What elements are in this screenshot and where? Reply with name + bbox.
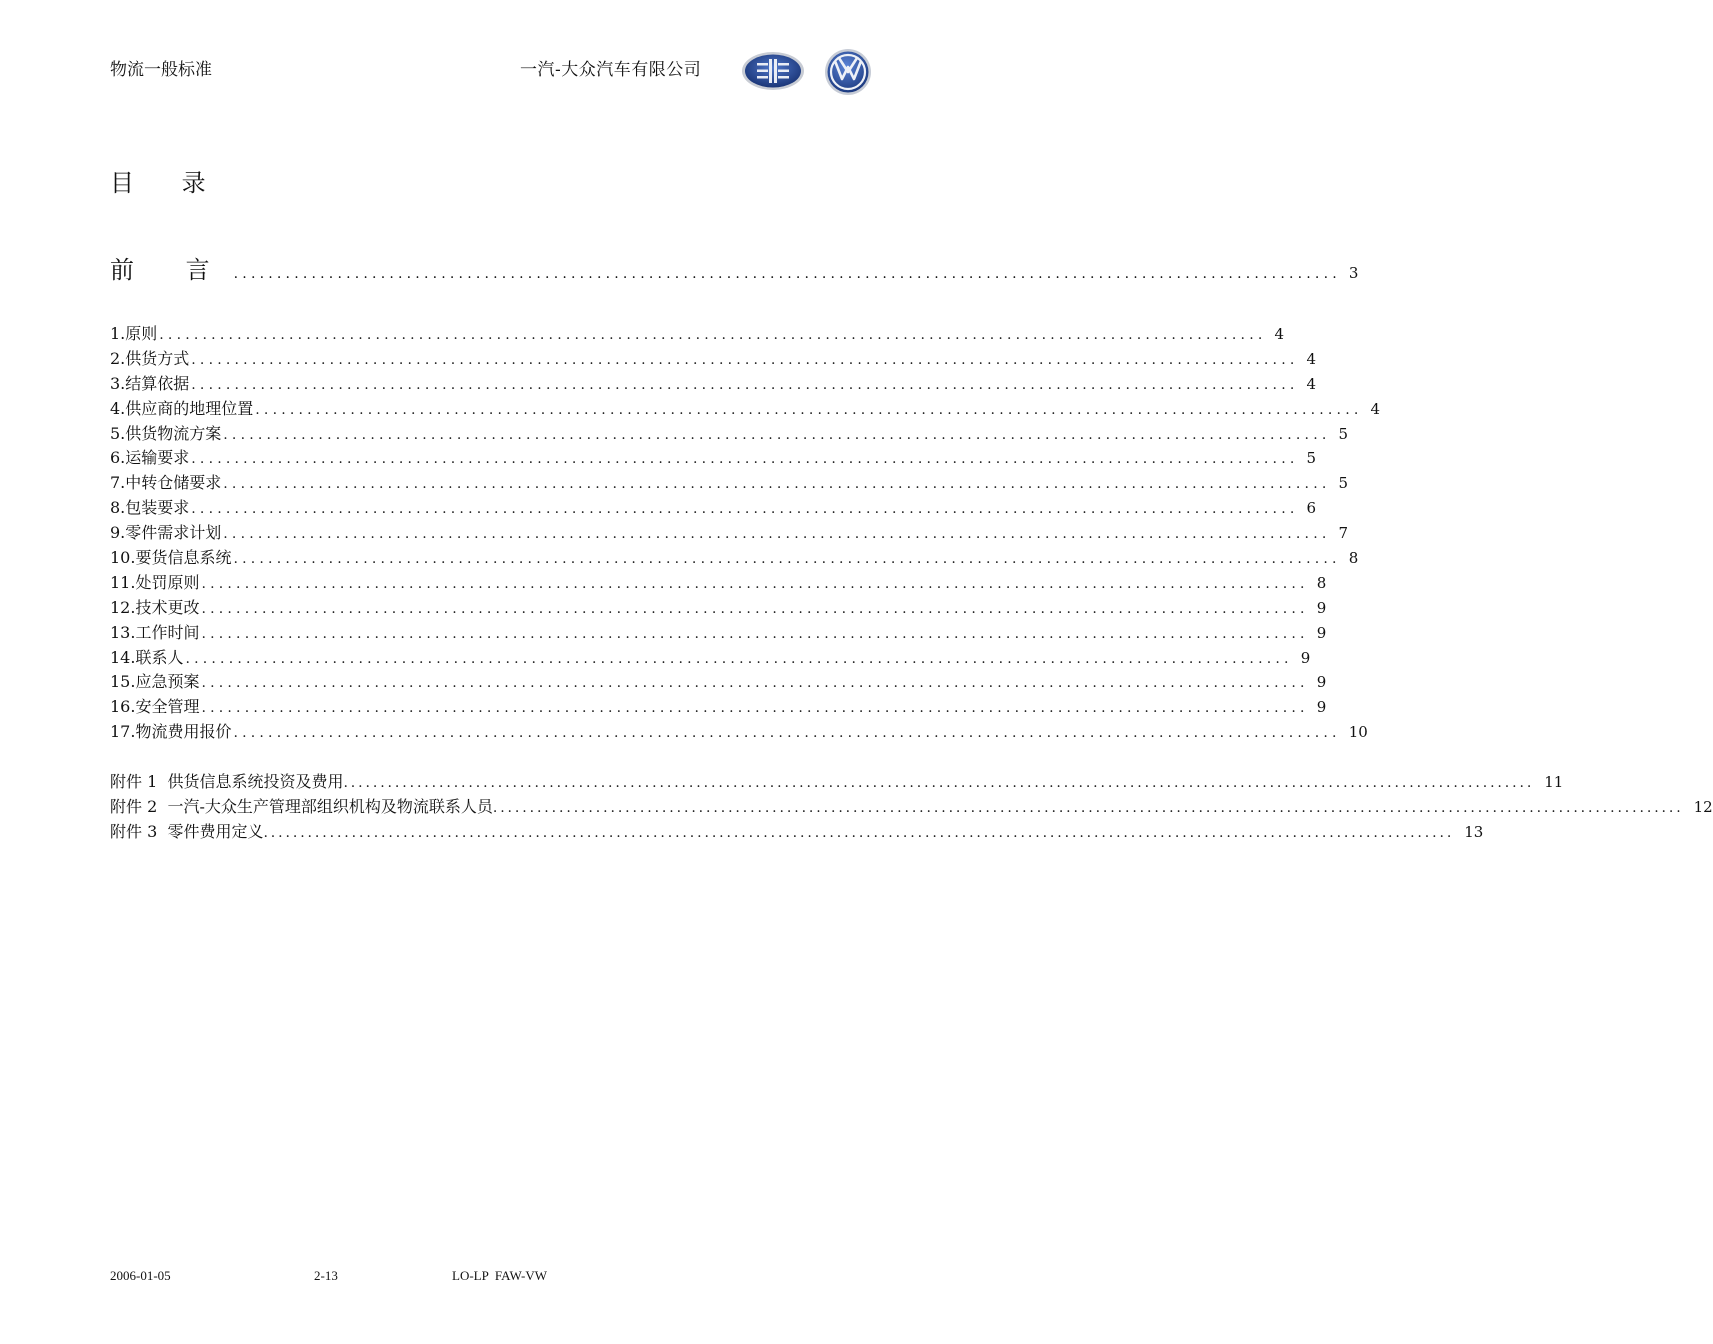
toc-item-label: 17.物流费用报价 xyxy=(110,722,232,742)
toc-item-page: 4 xyxy=(1370,399,1381,418)
appendix-label: 附件 1 供货信息系统投资及费用 xyxy=(110,772,344,791)
toc-list xyxy=(110,321,1381,744)
toc-item-page: 4 xyxy=(1274,325,1285,343)
footer-document-code: LO-LP FAW-VW xyxy=(452,1268,547,1283)
toc-leader-dots: ................................................................................................................................ xyxy=(223,426,1331,443)
toc-item[interactable] xyxy=(110,694,1327,719)
toc-leader-dots: ................................................................................................................................ xyxy=(191,451,1299,468)
appendix-page: 12 xyxy=(1693,797,1713,816)
toc-leader-dots: ................................................................................................................................ xyxy=(201,675,1309,692)
toc-item-page: 5 xyxy=(1306,449,1317,468)
toc-leader-dots: ................................................................................................................................ xyxy=(201,700,1309,717)
toc-preface-page: 3 xyxy=(1348,264,1359,282)
toc-item-page: 9 xyxy=(1316,673,1327,692)
toc-item-label: 13.工作时间 xyxy=(110,622,200,642)
company-name: 一汽-大众汽车有限公司 xyxy=(520,60,702,80)
toc-item[interactable] xyxy=(110,570,1327,595)
toc-item[interactable] xyxy=(110,719,1368,744)
toc-item-label: 2.供货方式 xyxy=(110,348,190,368)
toc-item-label: 14.联系人 xyxy=(110,647,184,667)
toc-item[interactable] xyxy=(110,495,1317,520)
toc-item-label: 12.技术更改 xyxy=(110,597,200,617)
toc-item[interactable] xyxy=(110,620,1327,645)
appendix-item[interactable] xyxy=(110,794,1713,819)
toc-item-label: 3.结算依据 xyxy=(110,373,190,393)
toc-leader-dots: ................................................................................................................................ xyxy=(233,551,1341,568)
toc-item-label: 10.要货信息系统 xyxy=(110,548,232,568)
toc-item-label: 15.应急预案 xyxy=(110,672,200,692)
toc-leader-dots: ................................................................................................................................ xyxy=(159,327,1267,343)
toc-item-page: 10 xyxy=(1348,723,1368,742)
toc-item[interactable] xyxy=(110,371,1317,396)
toc-leader-dots: ................................................................................................................................ xyxy=(201,625,1309,642)
toc-leader-dots: ................................................................................................................................ xyxy=(255,401,1363,418)
toc-leader-dots: ................................................................................................................................ xyxy=(191,376,1299,393)
toc-item[interactable] xyxy=(110,520,1349,545)
toc-item-label: 5.供货物流方案 xyxy=(110,423,222,443)
appendix-label: 附件 3 零件费用定义 xyxy=(110,821,264,841)
toc-item[interactable] xyxy=(110,470,1349,495)
appendix-list xyxy=(110,769,1713,844)
appendix-page: 11 xyxy=(1544,773,1564,791)
toc-item[interactable] xyxy=(110,346,1317,371)
toc-leader-dots: ................................................................................................................................ xyxy=(223,476,1331,493)
appendix-item[interactable] xyxy=(110,819,1484,844)
toc-leader-dots: ................................................................................................................................ xyxy=(191,351,1299,368)
appendix-label: 附件 2 一汽-大众生产管理部组织机构及物流联系人员 xyxy=(110,796,493,816)
toc-item[interactable] xyxy=(110,445,1317,470)
toc-item-page: 9 xyxy=(1300,648,1311,667)
toc-item-page: 5 xyxy=(1338,474,1349,493)
toc-leader-dots: .................................................................................................................................................................. xyxy=(263,824,1455,841)
toc-item-label: 1.原则 xyxy=(110,324,158,343)
toc-item-label: 4.供应商的地理位置 xyxy=(110,398,254,418)
toc-leader-dots: ................................................................................................................................ xyxy=(233,266,1341,282)
toc-item-page: 5 xyxy=(1338,424,1349,443)
footer-date: 2006-01-05 xyxy=(110,1268,171,1283)
toc-item[interactable] xyxy=(110,396,1381,421)
toc-item-label: 16.安全管理 xyxy=(110,697,200,717)
toc-item[interactable] xyxy=(110,545,1359,570)
toc-item-page: 4 xyxy=(1306,349,1317,368)
toc-item[interactable] xyxy=(110,421,1349,446)
appendix-page: 13 xyxy=(1464,822,1484,841)
toc-item-label: 9.零件需求计划 xyxy=(110,523,222,543)
toc-item-page: 4 xyxy=(1306,374,1317,393)
toc-item-label: 6.运输要求 xyxy=(110,448,190,468)
toc-leader-dots: ................................................................................................................................ xyxy=(185,650,1293,667)
toc-leader-dots: ................................................................................................................................ xyxy=(191,501,1299,518)
toc-item-page: 9 xyxy=(1316,623,1327,642)
faw-logo-icon xyxy=(740,50,806,92)
toc-leader-dots: ................................................................................................................................ xyxy=(201,575,1309,592)
toc-item-page: 9 xyxy=(1316,598,1327,617)
document-category: 物流一般标准 xyxy=(110,60,212,80)
toc-leader-dots: .................................................................................................................................................................. xyxy=(492,799,1684,816)
toc-item-page: 7 xyxy=(1338,524,1349,543)
appendix-item[interactable] xyxy=(110,769,1564,794)
vw-logo-icon xyxy=(824,48,872,96)
toc-item[interactable] xyxy=(110,321,1285,346)
toc-item-page: 8 xyxy=(1316,573,1327,592)
footer-page-number: 2-13 xyxy=(314,1268,338,1283)
toc-item-label: 8.包装要求 xyxy=(110,498,190,518)
toc-preface-entry[interactable] xyxy=(110,250,1359,285)
toc-item[interactable] xyxy=(110,645,1311,670)
toc-item-page: 6 xyxy=(1306,499,1317,518)
toc-item[interactable] xyxy=(110,669,1327,694)
toc-leader-dots: ................................................................................................................................ xyxy=(201,600,1309,617)
toc-item[interactable] xyxy=(110,595,1327,620)
toc-item-label: 7.中转仓储要求 xyxy=(110,473,222,493)
toc-leader-dots: ................................................................................................................................ xyxy=(223,526,1331,543)
toc-item-page: 8 xyxy=(1348,549,1359,568)
toc-leader-dots: .................................................................................................................................................................. xyxy=(343,775,1535,791)
toc-item-label: 11.处罚原则 xyxy=(110,572,200,592)
toc-preface-label: 前 言 xyxy=(110,256,232,284)
toc-item-page: 9 xyxy=(1316,698,1327,717)
toc-title: 目 录 xyxy=(110,169,226,197)
toc-leader-dots: ................................................................................................................................ xyxy=(233,725,1341,742)
